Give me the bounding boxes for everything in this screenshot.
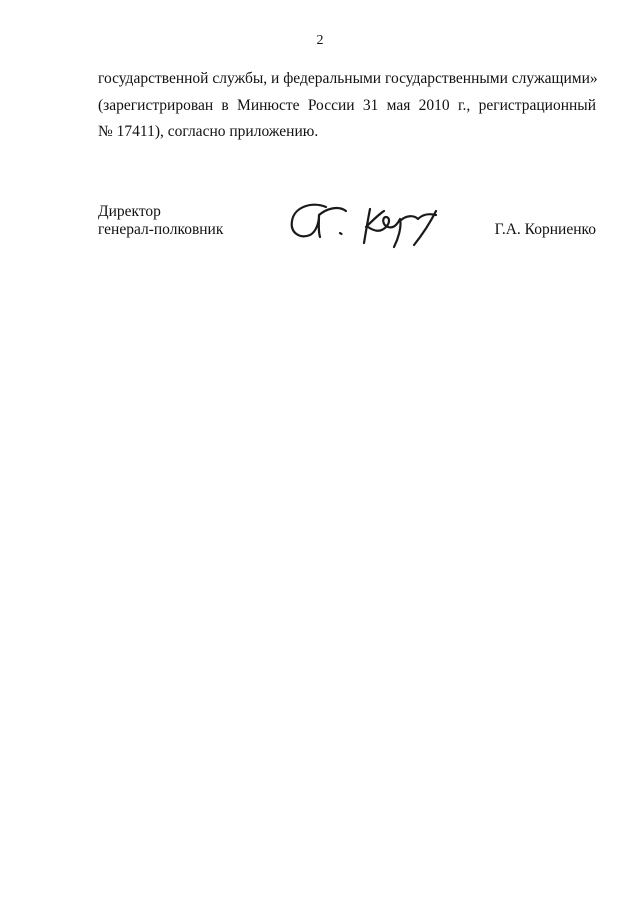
signatory-name: Г.А. Корниенко xyxy=(494,221,596,238)
position-line-rank: генерал-полковник xyxy=(98,221,224,238)
signature-block xyxy=(98,203,596,263)
position-line-director: Директор xyxy=(98,203,161,220)
page-number: 2 xyxy=(316,33,324,48)
body-line-3: № 17411), согласно приложению. xyxy=(98,123,319,140)
handwritten-signature xyxy=(286,193,456,253)
body-paragraph xyxy=(98,66,596,146)
body-line-1: государственной службы, и федеральными государственными служащими» xyxy=(98,70,598,87)
signatory-position xyxy=(98,203,223,239)
body-line-2: (зарегистрирован в Минюсте России 31 мая 2010 г., регистрационный xyxy=(98,96,596,114)
